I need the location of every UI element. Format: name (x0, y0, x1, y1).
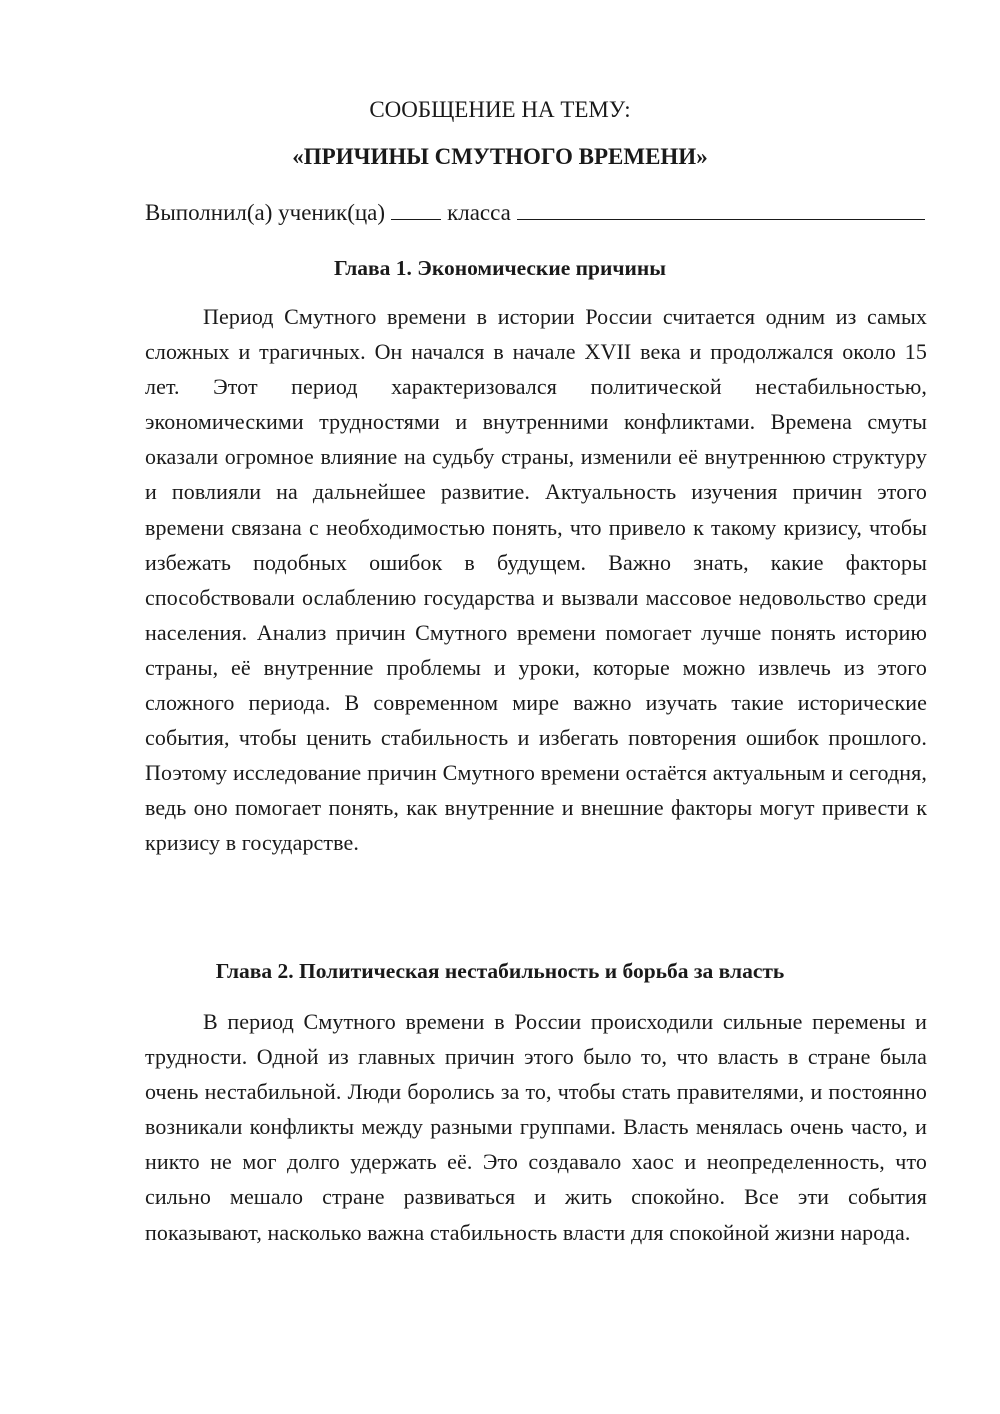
document-title-topic: «ПРИЧИНЫ СМУТНОГО ВРЕМЕНИ» (292, 144, 708, 169)
student-name-blank (517, 197, 925, 220)
chapter-2-paragraph: В период Смутного времени в России происходили сильные перемены и трудности. Одной из главных причин этого было то, что власть в стране была очень нестабильной. Люди боролись за то, чтобы стать правителями, и постоянно возникали конфликты между разными группами. Власть менялась очень часто, и никто не мог долго удержать её. Это создавало хаос и неопределенность, что сильно мешало стране развиваться и жить спокойно. Все эти события показывают, насколько важна стабильность власти для спокойной жизни народа. (145, 1009, 927, 1245)
author-prefix-label: Выполнил(а) ученик(ца) (145, 200, 386, 225)
chapter-1-heading: Глава 1. Экономические причины (333, 256, 667, 280)
class-label: класса (447, 200, 511, 225)
document-title-line-1: СООБЩЕНИЕ НА ТЕМУ: (369, 97, 631, 122)
class-number-blank (391, 197, 441, 220)
chapter-2-heading: Глава 2. Политическая нестабильность и борьба за власть (215, 959, 785, 983)
chapter-2-body (145, 1004, 927, 1250)
author-line (145, 197, 925, 228)
chapter-1-paragraph: Период Смутного времени в истории России считается одним из самых сложных и трагичных. Он начался в начале XVII века и продолжался около 15 лет. Этот период характеризовался политической нестабильностью, экономическими трудностями и внутренними конфликтами. Времена смуты оказали огромное влияние на судьбу страны, изменили её внутреннюю структуру и повлияли на дальнейшее развитие. Актуальность изучения причин этого времени связана с необходимостью понять, что привело к такому кризису, чтобы избежать подобных ошибок в будущем. Важно знать, какие факторы способствовали ослаблению государства и вызвали массовое недовольство среди населения. Анализ причин Смутного времени помогает лучше понять историю страны, её внутренние проблемы и уроки, которые можно извлечь из этого сложного периода. В современном мире важно изучать такие исторические события, чтобы ценить стабильность и избегать повторения ошибок прошлого. Поэтому исследование причин Смутного времени остаётся актуальным и сегодня, ведь оно помогает понять, как внутренние и внешние факторы могут привести к кризису в государстве. (145, 304, 927, 856)
chapter-1-body (145, 299, 927, 861)
